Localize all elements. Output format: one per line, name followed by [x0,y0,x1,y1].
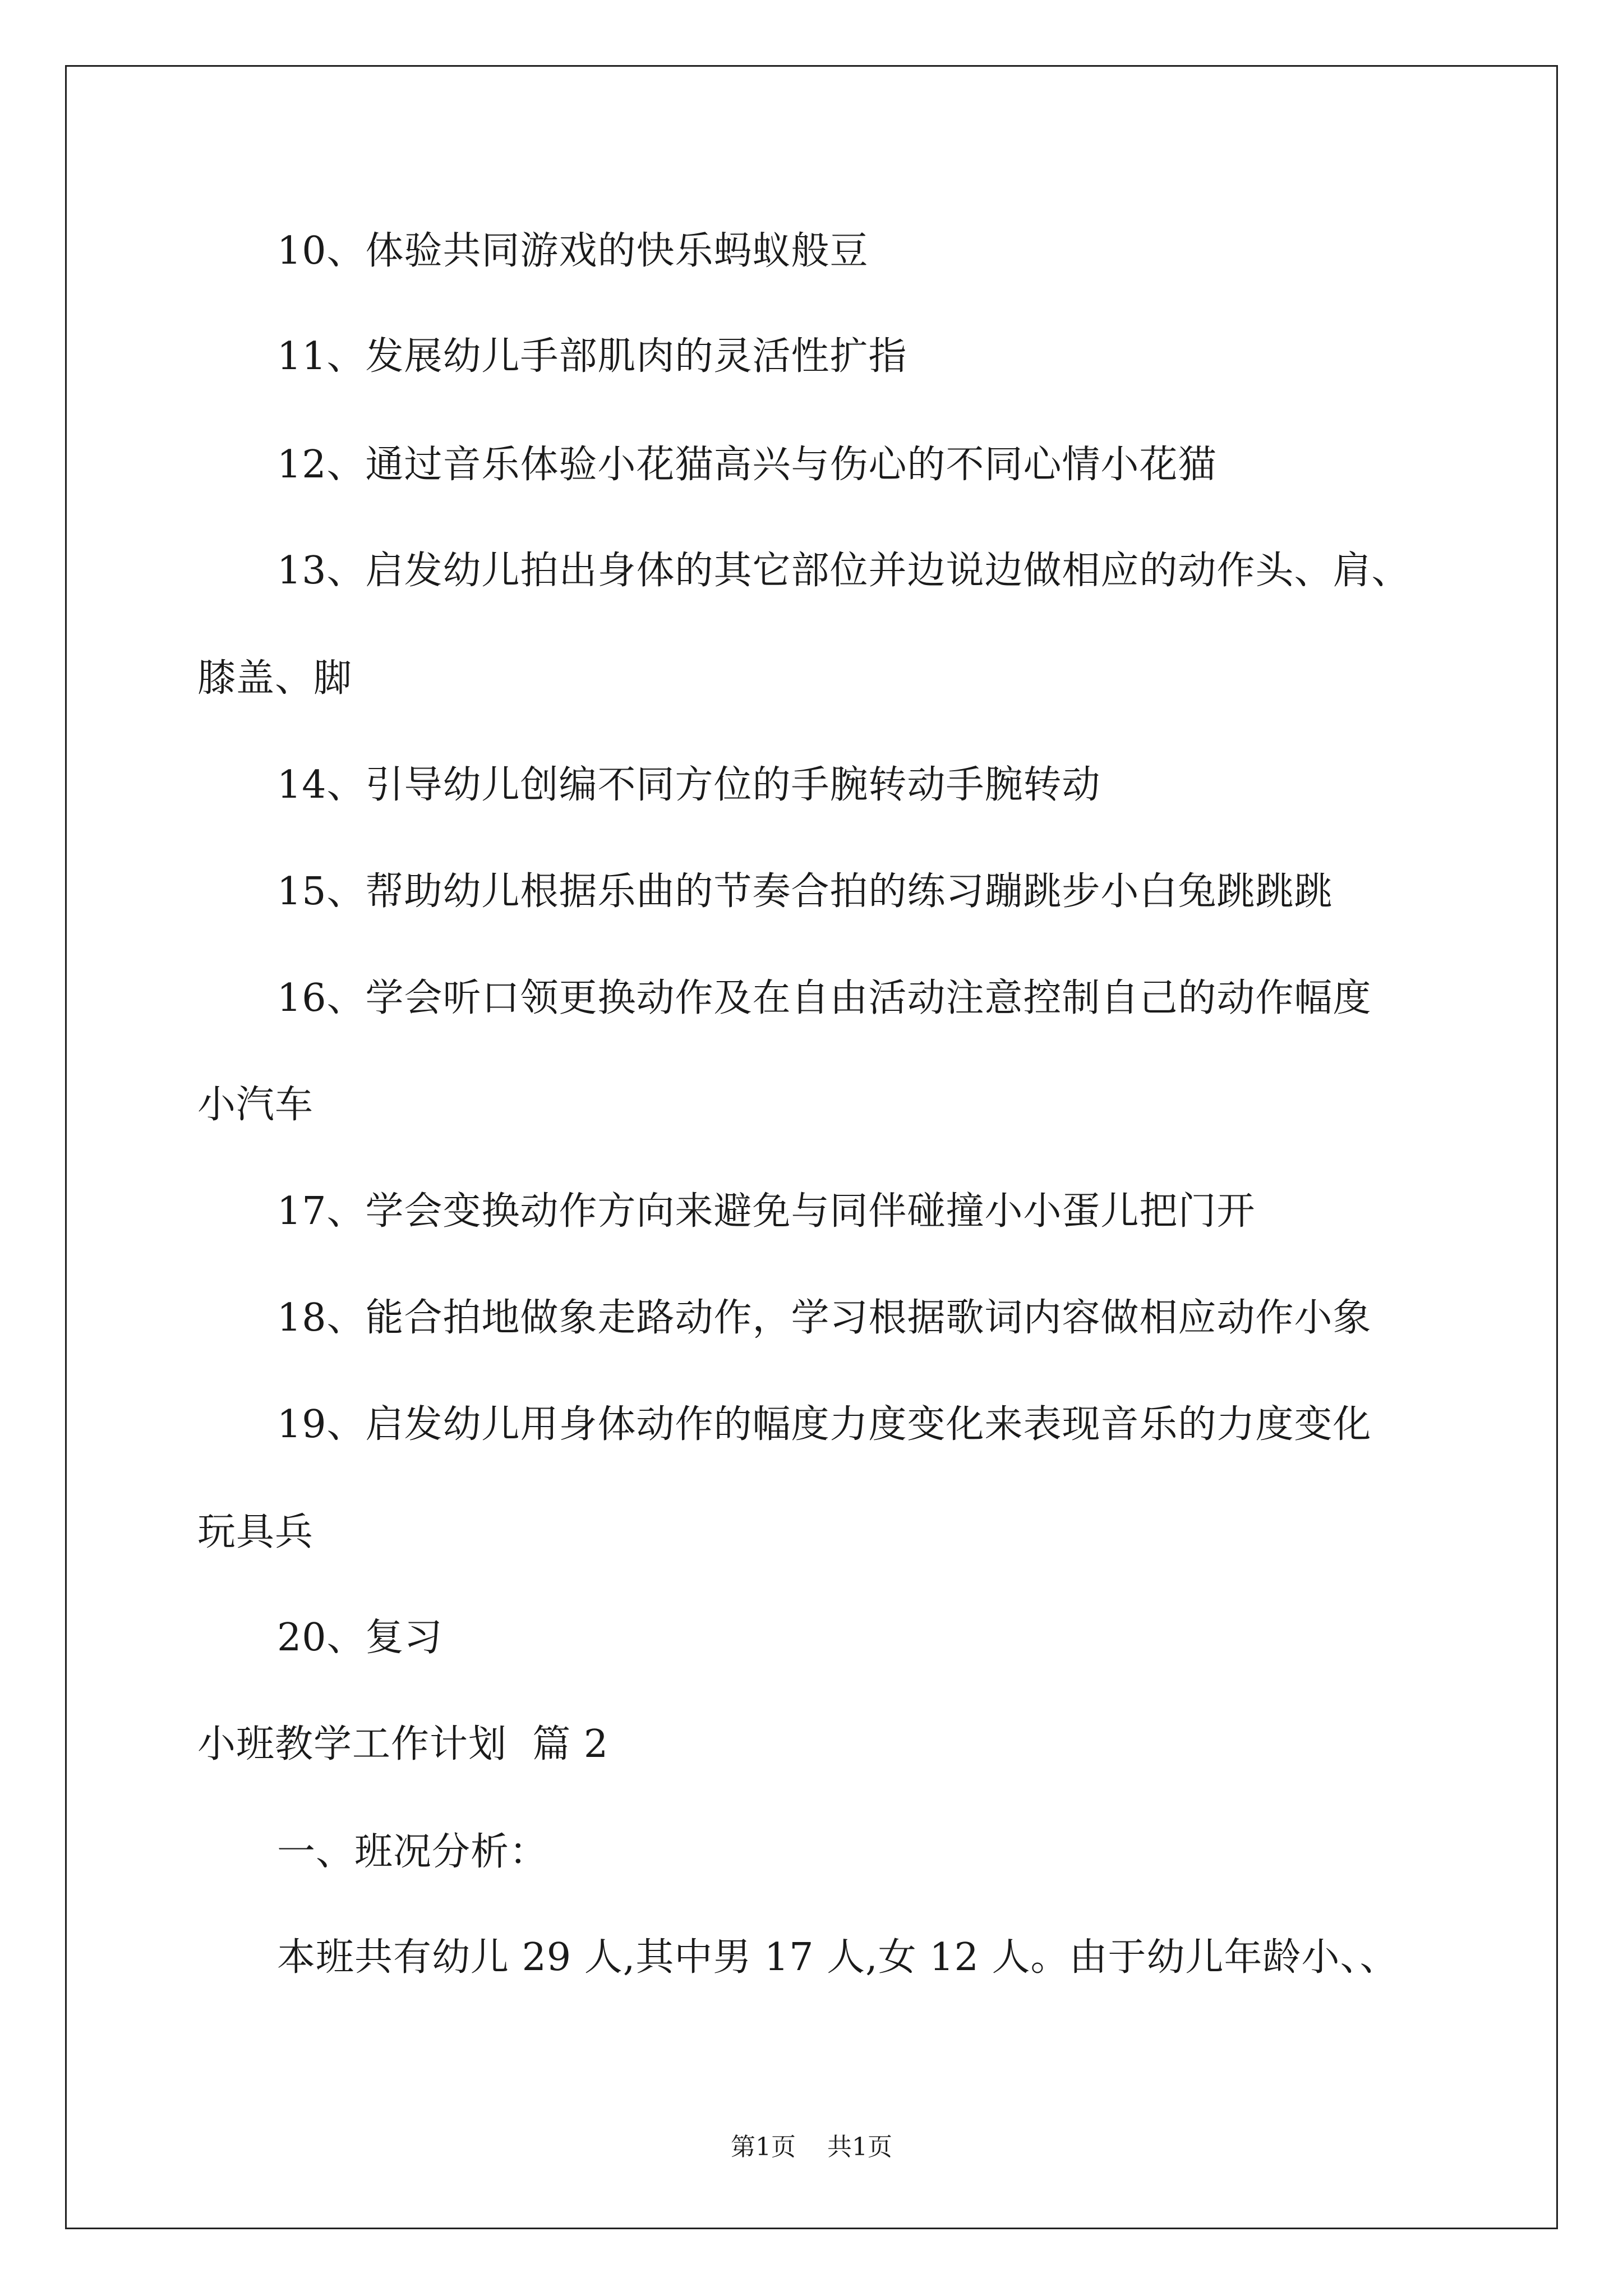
page-border [65,65,1558,2229]
section-title: 小班教学工作计划 篇 2 [197,1722,609,1766]
list-item: 20、复习 [277,1616,443,1660]
list-item: 18、能合拍地做象走路动作，学习根据歌词内容做相应动作小象 [277,1296,1372,1340]
list-item: 11、发展幼儿手部肌肉的灵活性扩指 [277,334,907,379]
subheading: 一、班况分析： [277,1830,548,1874]
list-item-continuation: 玩具兵 [197,1510,314,1554]
list-item: 14、引导幼儿创编不同方位的手腕转动手腕转动 [277,763,1101,807]
list-item: 17、学会变换动作方向来避免与同伴碰撞小小蛋儿把门开 [277,1189,1256,1234]
list-item: 12、通过音乐体验小花猫高兴与伤心的不同心情小花猫 [277,443,1217,487]
list-item-continuation: 小汽车 [197,1083,314,1127]
page-footer: 第1页 共1页 [731,2133,892,2161]
list-item-continuation: 膝盖、脚 [197,656,353,701]
list-item: 13、启发幼儿拍出身体的其它部位并边说边做相应的动作头、肩、 [277,549,1410,593]
list-item: 19、启发幼儿用身体动作的幅度力度变化来表现音乐的力度变化 [277,1402,1372,1447]
list-item: 16、学会听口领更换动作及在自由活动注意控制自己的动作幅度 [277,976,1372,1020]
body-paragraph: 本班共有幼儿 29 人,其中男 17 人,女 12 人。由于幼儿年龄小、、 [277,1935,1399,1980]
list-item: 10、体验共同游戏的快乐蚂蚁般豆 [277,229,869,273]
list-item: 15、帮助幼儿根据乐曲的节奏合拍的练习蹦跳步小白兔跳跳跳 [277,869,1333,914]
